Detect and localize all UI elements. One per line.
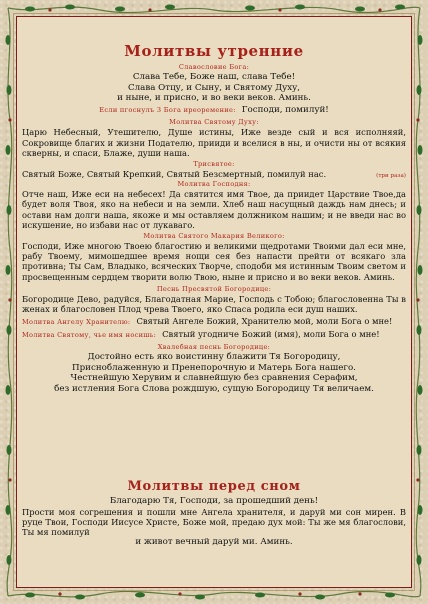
angel-prayer <box>22 316 406 327</box>
evening-prayers-title: Молитвы перед сном <box>127 479 301 494</box>
doxology-line-2: Слава Отцу, и Сыну, и Святому Духу, <box>127 82 301 93</box>
holy-spirit-label: Молитва Святому Духу: <box>169 118 259 127</box>
hymn-line-1: Достойно есть яко воистинну блажити Тя Богородицу, <box>87 352 341 363</box>
morning-prayers-title: Молитвы утренние <box>124 42 304 60</box>
lords-prayer-text: Отче наш, Иже еси на небесех! Да святится имя Твое, да приидет Царствие Твое,да будет воля Твоя, яко на небеси и на земли. Хлеб наш насущный даждь нам днесь; и остави нам долги наша, якоже и мы оставляем должником нашим; и не введи нас во искушение, но избави нас от лукаваго. <box>22 189 406 230</box>
alone-prayer <box>22 105 406 116</box>
night-line-2: Прости моя согрешения и пошли мне Ангела хранителя, и даруй ми сон мирен. В руце Твои, Господи Иисусе Христе, Боже мой, предаю дух мой: Ты же мя благослови, Ты мя помилуй <box>22 506 406 537</box>
doxology-label: Славословие Бога: <box>178 63 250 71</box>
hymn-line-4: без истления Бога Слова рождшую, сущую Богородицу Тя величаем. <box>54 384 374 394</box>
night-prayer-body <box>22 496 406 548</box>
doxology-line-1: Слава Тебе, Боже наш, слава Тебе! <box>132 72 296 82</box>
saint-label: Молитва Святому, чье имя носишь: <box>22 331 157 340</box>
theotokos-text: Богородице Дево, радуйся, Благодатная Марие, Господь с Тобою; благословенна Ты в женах и благословен Плод чрева Твоего, яко Спаса родила еси душ наших. <box>22 293 406 315</box>
angel-text: Святый Ангеле Божий, Хранителю мой, моли Бога о мне! <box>136 316 393 327</box>
trisagion-row <box>22 169 406 179</box>
trisagion-text: Святый Боже, Святый Крепкий, Святый Безсмертный, помилуй нас. <box>22 168 327 179</box>
macarius-text: Господи, Иже многою Твоею благостию и великими щедротами Твоими дал еси мне, рабу Твоему, мимошедшее время нощи сея без напасти прейти от всякаго зла противна; Ты Сам, Владыко, всяческих Творче, сподоби мя истинным Твоим светом и просвещенным сердцем творити волю Твою, ныне и присно и во веки веков. Аминь. <box>22 241 406 282</box>
trisagion-note: (три раза) <box>376 172 406 179</box>
hymn-label: Хвалебная песнь Богородице: <box>157 343 271 352</box>
alone-text: Господи, помилуй! <box>241 104 329 115</box>
prayers-body <box>22 63 406 395</box>
lords-prayer-label: Молитва Господня: <box>177 180 251 189</box>
theotokos-label: Песнь Пресвятой Богородице: <box>156 284 272 293</box>
holy-spirit-text: Царю Небесный, Утешителю, Душе истины, Иже везде сый и вся исполняяй, Сокровище благих и жизни Подателю, прииди и вселися в ны, и очисти ны от всякия скверны, и спаси, Блаже, души наша. <box>22 127 406 158</box>
hymn-line-2: Присноблаженную и Пренепорочную и Матерь Бога нашего. <box>72 362 356 373</box>
angel-label: Молитва Ангелу Хранителю: <box>22 318 131 327</box>
night-line-3: и живот вечный даруй ми. Аминь. <box>135 537 293 548</box>
hymn-line-3: Честнейшую Херувим и славнейшую без сравнения Серафим, <box>70 373 358 384</box>
night-line-1: Благодарю Тя, Господи, за прошедший день! <box>109 496 319 506</box>
saint-text: Святый угодниче Божий (имя), моли Бога о мне! <box>162 329 380 340</box>
doxology-line-3: и ныне, и присно, и во веки веков. Аминь. <box>117 93 311 104</box>
trisagion-label: Трисвятое: <box>193 159 235 168</box>
alone-label: Если пгоснулъ 3 Бога иреоремение: <box>99 105 236 114</box>
macarius-label: Молитва Святого Макария Великого: <box>143 232 285 240</box>
saint-prayer <box>22 329 406 340</box>
